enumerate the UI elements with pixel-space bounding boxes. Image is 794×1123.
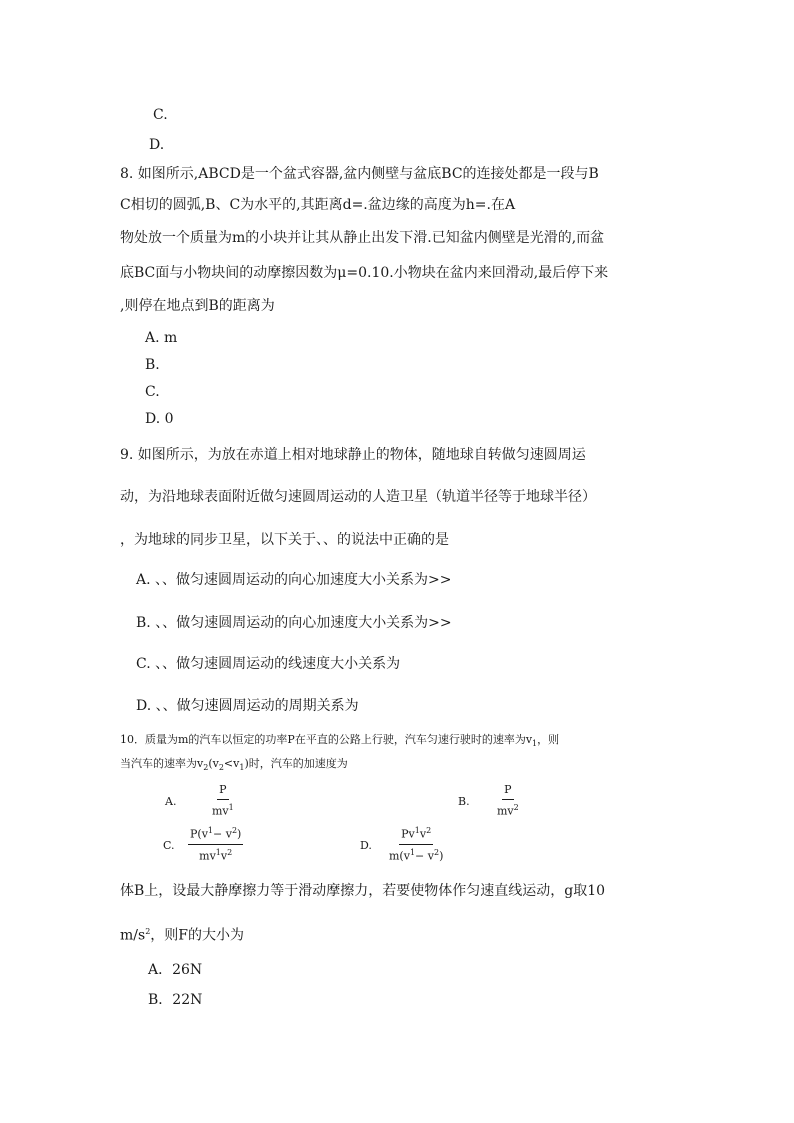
q9-text-line-3: ，为地球的同步卫星，以下关于、、的说法中正确的是	[120, 532, 449, 548]
q8-option-c: C.	[145, 384, 160, 400]
q9-option-d: D. 、、做匀速圆周运动的周期关系为	[136, 698, 359, 714]
q8-option-d: D. 0	[145, 411, 174, 427]
q9-text-line-1: 9. 如图所示，为放在赤道上相对地球静止的物体，随地球自转做匀速圆周运	[120, 447, 586, 463]
q10-option-c-fraction: $\frac{P(v^1- v^2)}{mv^1v^2}$	[190, 826, 242, 863]
q8-text-line-4: 底BC面与小物块间的动摩擦因数为μ=0.10.小物块在盆内来回滑动,最后停下来	[120, 265, 609, 281]
q8-text-line-1: 8. 如图所示,ABCD是一个盆式容器,盆内侧壁与盆底BC的连接处都是一段与B	[120, 166, 599, 182]
q10-option-a-fraction: $\frac{P}{mv^1}$	[212, 783, 234, 818]
q10-text-line-2: 当汽车的速率为$v_2(v_2<v_1)$时，汽车的加速度为	[120, 757, 348, 773]
q8-option-a: A. m	[145, 330, 178, 346]
q7-option-c: C.	[153, 107, 168, 123]
q10-option-b-fraction: $\frac{P}{mv^2}$	[497, 783, 519, 818]
q9-option-b: B. 、、做匀速圆周运动的向心加速度大小关系为>>	[136, 615, 452, 631]
q10-option-c-label: C.	[163, 839, 175, 852]
q8-text-line-5: ,则停在地点到B的距离为	[120, 298, 275, 314]
q8-text-line-2: C相切的圆弧,B、C为水平的,其距离d=.盆边缘的高度为h=.在A	[120, 197, 516, 213]
q10-option-d-fraction: $\frac{Pv^1v^2}{m(v^1- v^2)}$	[389, 826, 444, 863]
q11-text-line-1: 体B上，设最大静摩擦力等于滑动摩擦力，若要使物体作匀速直线运动，g取10	[120, 883, 606, 899]
q10-option-a-label: A.	[165, 795, 177, 808]
q8-option-b: B.	[145, 357, 160, 373]
q9-text-line-2: 动，为沿地球表面附近做匀速圆周运动的人造卫星（轨道半径等于地球半径）	[120, 489, 596, 505]
q11-option-a: A．26N	[148, 962, 203, 978]
q10-option-b-label: B.	[458, 795, 470, 808]
q7-option-d: D.	[149, 137, 165, 153]
q9-option-c: C. 、、做匀速圆周运动的线速度大小关系为	[136, 656, 401, 672]
q10-option-d-label: D.	[360, 839, 372, 852]
q10-text-line-1: 10．质量为m的汽车以恒定的功率P在平直的公路上行驶，汽车匀速行驶时的速率为$v_1$，则	[120, 733, 560, 749]
q11-text-line-2: $m/s^2$，则F的大小为	[120, 927, 244, 944]
q8-text-line-3: 物处放一个质量为m的小块并让其从静止出发下滑.已知盆内侧壁是光滑的,而盆	[120, 230, 605, 246]
q11-option-b: B．22N	[148, 992, 203, 1008]
q9-option-a: A. 、、做匀速圆周运动的向心加速度大小关系为>>	[136, 572, 452, 588]
